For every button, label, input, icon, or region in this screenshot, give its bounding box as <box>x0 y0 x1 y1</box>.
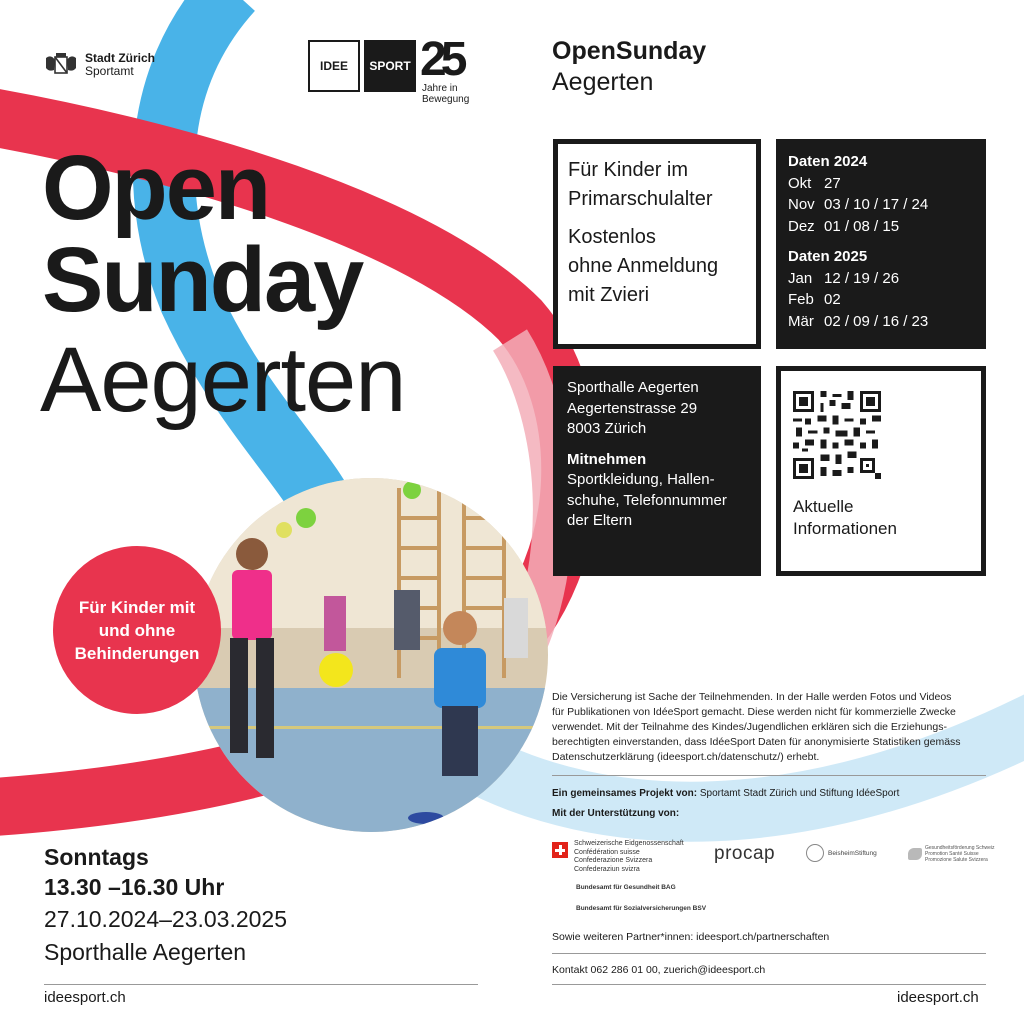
stadt-zuerich-logo <box>44 52 155 78</box>
city-department: Sportamt <box>85 64 134 78</box>
partners-line: Sowie weiteren Partner*innen: ideesport.ch/partnerschaften <box>552 931 830 943</box>
legal-notice <box>552 690 988 765</box>
logo-idee-box: IDEE <box>308 40 360 92</box>
dates-heading-2024: Daten 2024 <box>788 153 868 170</box>
schedule-venue: Sporthalle Aegerten <box>44 939 247 965</box>
legal-line: berechtigten einverstanden, dass IdéeSport Daten für anonymisierte Statistiken gemäss <box>552 736 961 748</box>
date-month: Dez <box>788 217 815 235</box>
audience-box <box>553 139 761 349</box>
schedule-period: 27.10.2024–23.03.2025 <box>44 906 288 932</box>
legal-line: verwendet. Mit der Teilnahme des Kindes/Jugendlichen erklären sich die Erziehungs- <box>552 721 947 733</box>
anniversary-text-line2: Bewegung <box>422 94 470 105</box>
support-label: Mit der Unterstützung von: <box>552 808 680 819</box>
anniversary-text-line1: Jahre in <box>422 83 458 94</box>
confed-line: Confederaziun svizra <box>574 865 640 873</box>
project-credit <box>552 788 899 799</box>
event-title: OpenSunday <box>552 37 707 65</box>
children-playing-photo <box>194 478 548 832</box>
address-line1: Sporthalle Aegerten <box>567 379 699 396</box>
cost-line3: mit Zvieri <box>568 284 650 306</box>
schedule-time: 13.30 –16.30 Uhr <box>44 874 225 900</box>
hero-title-place: Aegerten <box>40 329 406 431</box>
date-month: Jan <box>788 269 813 287</box>
swiss-confederation-logo <box>552 840 684 874</box>
anniversary-text <box>422 83 469 105</box>
schedule-day: Sonntags <box>44 844 149 870</box>
date-days: 03 / 10 / 17 / 24 <box>824 196 929 213</box>
date-row <box>788 216 974 238</box>
legal-line: Die Versicherung ist Sache der Teilnehmenden. In der Halle werden Fotos und Videos <box>552 691 952 703</box>
location-box <box>553 366 761 576</box>
qr-caption-line1: Aktuelle <box>793 497 854 516</box>
date-row <box>788 194 974 216</box>
qr-code-icon[interactable] <box>793 391 881 479</box>
bsv-label: Bundesamt für Sozialversicherungen BSV <box>576 905 707 912</box>
ideesport-logo <box>308 33 492 110</box>
audience-line1: Für Kinder im <box>568 159 689 181</box>
confed-line: Confédération suisse <box>574 848 640 856</box>
anniversary-number: 25 <box>420 33 462 86</box>
date-days: 02 / 09 / 16 / 23 <box>824 312 929 330</box>
confed-line: Schweizerische Eidgenossenschaft <box>574 840 684 847</box>
beisheim-ring-icon <box>806 844 824 862</box>
badge-line1: Für Kinder mit <box>78 597 196 617</box>
badge-line2: und ohne <box>98 620 176 640</box>
event-location: Aegerten <box>552 68 654 96</box>
divider <box>552 953 986 954</box>
hero-title-open: Open <box>42 137 270 239</box>
date-days: 27 <box>824 174 841 192</box>
gfs-line: Promozione Salute Svizzera <box>925 857 988 863</box>
date-days: 02 <box>824 291 841 308</box>
badge-line3: Behinderungen <box>74 643 200 663</box>
legal-line: Datenschutzerklärung (ideesport.ch/datenschutz/) erhebt. <box>552 751 820 763</box>
procap-logo: procap <box>714 843 776 864</box>
address-line2: Aegertenstrasse 29 <box>567 399 698 417</box>
date-row <box>788 289 974 311</box>
dates-box <box>776 139 986 349</box>
confed-line: Confederazione Svizzera <box>574 857 653 864</box>
anniversary-mark <box>420 33 492 110</box>
gfs-line: Promotion Santé Suisse <box>925 851 979 857</box>
gfs-mark-icon <box>908 848 922 860</box>
dates-heading-2025: Daten 2025 <box>788 248 868 265</box>
divider <box>552 775 986 776</box>
bag-label: Bundesamt für Gesundheit BAG <box>576 884 676 891</box>
zurich-coat-of-arms-icon <box>44 52 78 78</box>
hero-title-sunday: Sunday <box>42 229 363 331</box>
date-month: Okt <box>788 174 812 192</box>
gfs-line: Gesundheitsförderung Schweiz <box>925 845 995 851</box>
footer-url-right[interactable]: ideesport.ch <box>897 989 979 1006</box>
project-label: Ein gemeinsames Projekt von: <box>552 788 698 799</box>
date-month: Nov <box>788 196 815 213</box>
swiss-cross-icon <box>552 842 568 858</box>
city-name: Stadt Zürich <box>85 51 156 65</box>
cost-line1: Kostenlos <box>568 226 656 248</box>
beisheim-text: BeisheimStiftung <box>828 849 877 857</box>
date-row <box>788 268 974 290</box>
contact-line: Kontakt 062 286 01 00, zuerich@ideesport.ch <box>552 964 766 976</box>
bring-line3: der Eltern <box>567 512 633 529</box>
cost-line2: ohne Anmeldung <box>568 255 719 277</box>
audience-line2: Primarschulalter <box>568 188 713 210</box>
footer-divider-left <box>44 984 478 985</box>
bring-heading: Mitnehmen <box>567 450 647 468</box>
date-days: 01 / 08 / 15 <box>824 217 900 235</box>
date-row <box>788 311 974 333</box>
date-row <box>788 173 974 195</box>
footer-divider-right <box>552 984 986 985</box>
date-month: Mär <box>788 312 814 330</box>
date-days: 12 / 19 / 26 <box>824 269 900 287</box>
inclusion-badge <box>53 546 221 714</box>
footer-url-left[interactable]: ideesport.ch <box>44 989 126 1006</box>
qr-caption-line2: Informationen <box>793 519 897 538</box>
qr-box <box>776 366 986 576</box>
address-line3: 8003 Zürich <box>567 420 647 437</box>
date-month: Feb <box>788 291 814 308</box>
bring-line1: Sportkleidung, Hallen- <box>567 471 715 488</box>
project-text: Sportamt Stadt Zürich und Stiftung IdéeSport <box>699 788 900 799</box>
bring-line2: schuhe, Telefonnummer <box>567 491 727 509</box>
logo-sport-box: SPORT <box>364 40 416 92</box>
legal-line: für Publikationen von IdéeSport gemacht. Diese werden nicht für kommerzielle Zwecke <box>552 706 956 718</box>
beisheim-logo <box>806 844 877 862</box>
gesundheitsfoerderung-logo <box>908 845 995 863</box>
